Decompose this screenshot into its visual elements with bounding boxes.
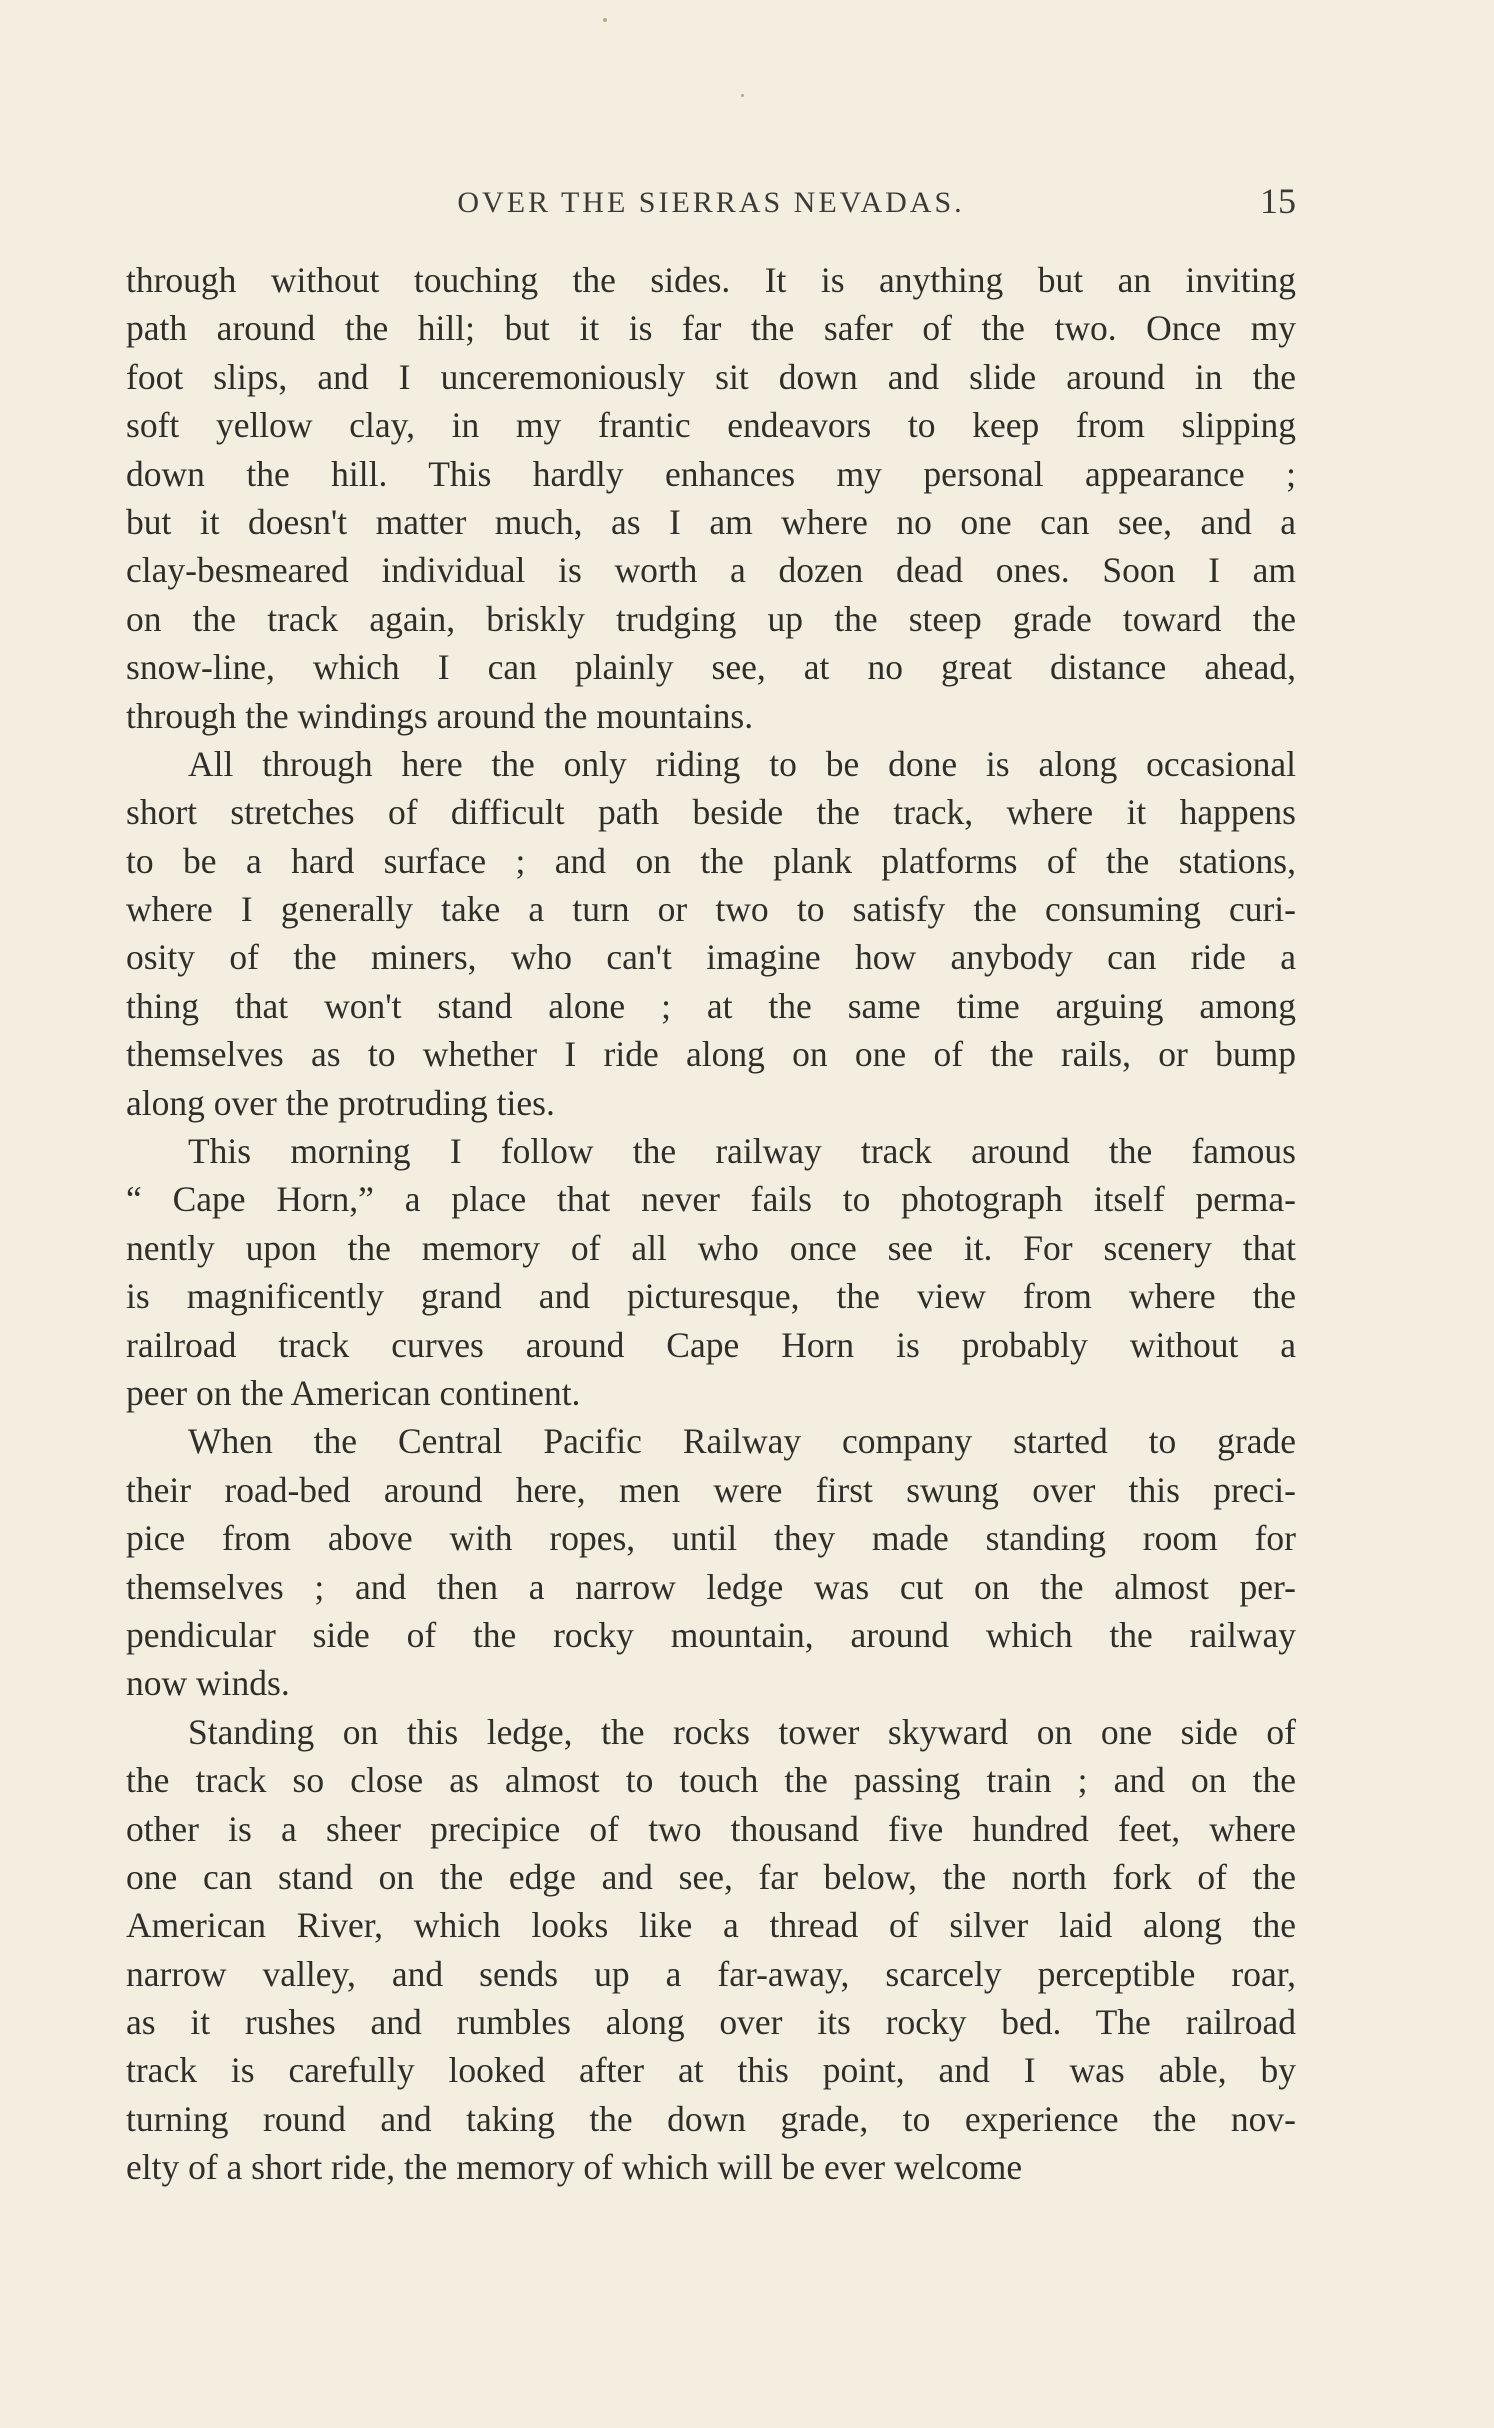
- text-line: other is a sheer precipice of two thousand five hundred feet, where: [126, 1808, 1296, 1849]
- text-line: path around the hill; but it is far the safer of the two. Once my: [126, 308, 1296, 349]
- paper-speck: [741, 94, 744, 97]
- page-header: [126, 180, 1296, 226]
- text-line: one can stand on the edge and see, far below, the north fork of the: [126, 1856, 1296, 1897]
- text-line: is magnificently grand and picturesque, the view from where the: [126, 1276, 1296, 1317]
- running-title: OVER THE SIERRAS NEVADAS.: [457, 186, 965, 219]
- paragraph: [126, 1708, 1296, 2192]
- text-line: but it doesn't matter much, as I am where no one can see, and a: [126, 501, 1296, 542]
- text-line: narrow valley, and sends up a far-away, scarcely perceptible roar,: [126, 1953, 1296, 1994]
- text-line: nently upon the memory of all who once see it. For scenery that: [126, 1227, 1296, 1268]
- paragraph: [126, 256, 1296, 740]
- text-line: American River, which looks like a thread of silver laid along the: [126, 1905, 1296, 1946]
- text-line: osity of the miners, who can't imagine how anybody can ride a: [126, 937, 1296, 978]
- text-line: as it rushes and rumbles along over its rocky bed. The railroad: [126, 2002, 1296, 2043]
- text-line: themselves as to whether I ride along on one of the rails, or bump: [126, 1034, 1296, 1075]
- text-line: clay-besmeared individual is worth a dozen dead ones. Soon I am: [126, 550, 1296, 591]
- page-number: 15: [1260, 181, 1296, 221]
- text-line: their road-bed around here, men were first swung over this preci-: [126, 1469, 1296, 1510]
- text-line: themselves ; and then a narrow ledge was cut on the almost per-: [126, 1566, 1296, 1607]
- text-line: where I generally take a turn or two to satisfy the consuming curi-: [126, 889, 1296, 930]
- text-line: along over the protruding ties.: [126, 1082, 555, 1123]
- text-line: foot slips, and I unceremoniously sit down and slide around in the: [126, 356, 1296, 397]
- text-line: through without touching the sides. It is anything but an inviting: [126, 260, 1296, 300]
- text-line: elty of a short ride, the memory of which will be ever welcome: [126, 2147, 1023, 2188]
- text-line: through the windings around the mountains.: [126, 695, 754, 736]
- body-text: [126, 256, 1296, 2192]
- text-line: thing that won't stand alone ; at the same time arguing among: [126, 985, 1296, 1026]
- text-line: down the hill. This hardly enhances my personal appearance ;: [126, 453, 1296, 494]
- paragraph: [126, 1417, 1296, 1707]
- text-line: peer on the American continent.: [126, 1372, 581, 1413]
- text-line: to be a hard surface ; and on the plank platforms of the stations,: [126, 840, 1296, 881]
- text-line: short stretches of difficult path beside the track, where it happens: [126, 792, 1296, 833]
- text-line: pendicular side of the rocky mountain, around which the railway: [126, 1614, 1296, 1655]
- text-line: This morning I follow the railway track around the famous: [188, 1131, 1296, 1172]
- paragraph: [126, 740, 1296, 1127]
- text-line: “ Cape Horn,” a place that never fails to photograph itself perma-: [126, 1179, 1296, 1220]
- text-line: the track so close as almost to touch the passing train ; and on the: [126, 1760, 1296, 1801]
- paper-speck: [603, 18, 607, 22]
- text-line: All through here the only riding to be done is along occasional: [188, 743, 1296, 784]
- text-line: now winds.: [126, 1663, 290, 1704]
- text-line: turning round and taking the down grade, to experience the nov-: [126, 2098, 1296, 2139]
- paragraph: [126, 1127, 1296, 1417]
- text-line: on the track again, briskly trudging up the steep grade toward the: [126, 598, 1296, 639]
- text-line: track is carefully looked after at this point, and I was able, by: [126, 2050, 1296, 2091]
- text-line: When the Central Pacific Railway company started to grade: [188, 1421, 1296, 1462]
- text-line: pice from above with ropes, until they made standing room for: [126, 1518, 1296, 1559]
- text-line: snow-line, which I can plainly see, at no great distance ahead,: [126, 647, 1296, 688]
- text-line: railroad track curves around Cape Horn is probably without a: [126, 1324, 1296, 1365]
- text-line: soft yellow clay, in my frantic endeavors to keep from slipping: [126, 405, 1296, 446]
- text-line: Standing on this ledge, the rocks tower skyward on one side of: [188, 1711, 1296, 1752]
